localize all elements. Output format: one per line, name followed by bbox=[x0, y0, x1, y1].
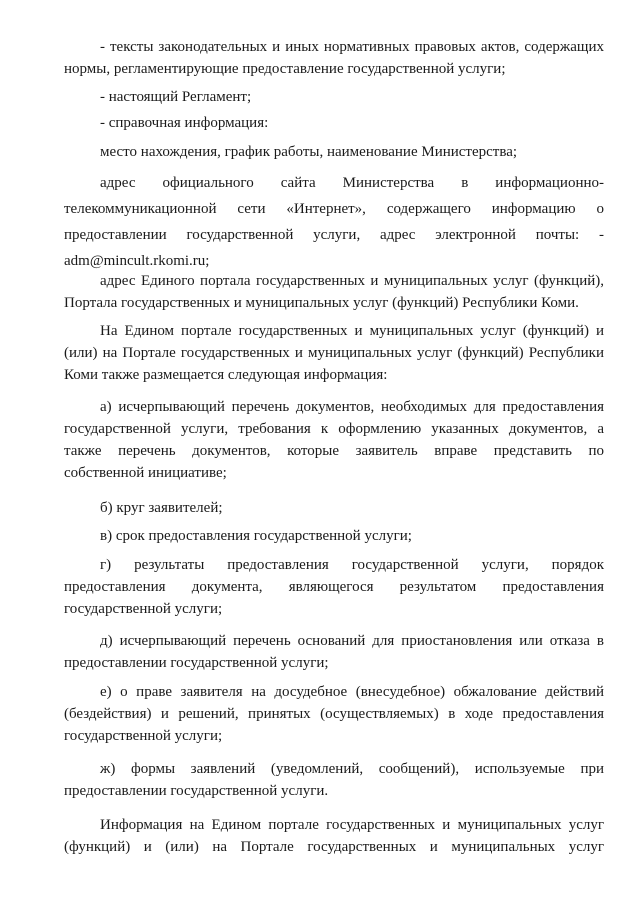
paragraph-portal-info bbox=[64, 320, 604, 386]
text-line: место нахождения, график работы, наименование Министерства; bbox=[100, 144, 518, 160]
paragraph-location bbox=[64, 141, 604, 163]
text-line: - настоящий Регламент; bbox=[100, 89, 252, 105]
text-line: государственной услуги, требования к оформлению указанных документов, а bbox=[64, 421, 604, 437]
text-line: предоставлении государственной услуги; bbox=[64, 655, 329, 671]
list-item-b bbox=[64, 497, 604, 519]
text-line: нормы, регламентирующие предоставление государственной услуги; bbox=[64, 61, 506, 77]
text-line: предоставлении государственной услуги. bbox=[64, 783, 329, 799]
text-line: Информация на Едином портале государственных и муниципальных услуг bbox=[100, 817, 604, 833]
text-line: предоставлении государственной услуги, адрес электронной почты: - bbox=[64, 227, 604, 243]
text-line: телекоммуникационной сети «Интернет», содержащего информацию о bbox=[64, 201, 604, 217]
text-line: государственной услуги; bbox=[64, 728, 223, 744]
text-line: также перечень документов, которые заявитель вправе представить по bbox=[64, 443, 604, 459]
text-line: собственной инициативе; bbox=[64, 465, 227, 481]
paragraph-legal-texts bbox=[64, 36, 604, 80]
paragraph-portal-info-continued bbox=[64, 814, 604, 858]
text-line: На Едином портале государственных и муниципальных услуг (функций) и bbox=[100, 323, 604, 339]
text-line: - справочная информация: bbox=[100, 115, 269, 131]
list-item-d bbox=[64, 554, 604, 620]
text-line: е) о праве заявителя на досудебное (внесудебное) обжалование действий bbox=[100, 684, 604, 700]
text-line: государственной услуги; bbox=[64, 601, 223, 617]
text-line: предоставления документа, являющегося результатом предоставления bbox=[64, 579, 604, 595]
paragraph-website bbox=[64, 170, 604, 274]
text-line: г) результаты предоставления государственной услуги, порядок bbox=[100, 557, 604, 573]
list-item-a bbox=[64, 396, 604, 484]
text-line: в) срок предоставления государственной услуги; bbox=[100, 528, 412, 544]
list-item-e bbox=[64, 630, 604, 674]
email-address: adm@mincult.rkomi.ru; bbox=[64, 253, 210, 269]
text-line: Портала государственных и муниципальных услуг (функций) Республики Коми. bbox=[64, 295, 579, 311]
text-line: б) круг заявителей; bbox=[100, 500, 223, 516]
text-line: д) исчерпывающий перечень оснований для приостановления или отказа в bbox=[100, 633, 604, 649]
list-item-g bbox=[64, 758, 604, 802]
text-line: адрес официального сайта Министерства в информационно- bbox=[100, 175, 604, 191]
text-line: (функций) и (или) на Портале государственных и муниципальных услуг bbox=[64, 839, 604, 855]
text-line: Коми также размещается следующая информация: bbox=[64, 367, 388, 383]
paragraph-regulation bbox=[64, 86, 604, 108]
list-item-c bbox=[64, 525, 604, 547]
text-line: (или) на Портале государственных и муниципальных услуг (функций) Республики bbox=[64, 345, 604, 361]
text-line: адрес Единого портала государственных и муниципальных услуг (функций), bbox=[100, 273, 604, 289]
list-item-f bbox=[64, 681, 604, 747]
text-line: (бездействия) и решений, принятых (осуществляемых) в ходе предоставления bbox=[64, 706, 604, 722]
paragraph-portal-address bbox=[64, 270, 604, 314]
text-line: ж) формы заявлений (уведомлений, сообщений), используемые при bbox=[100, 761, 604, 777]
text-line: а) исчерпывающий перечень документов, необходимых для предоставления bbox=[100, 399, 604, 415]
text-line: - тексты законодательных и иных нормативных правовых актов, содержащих bbox=[100, 39, 604, 55]
paragraph-reference-info bbox=[64, 112, 604, 134]
